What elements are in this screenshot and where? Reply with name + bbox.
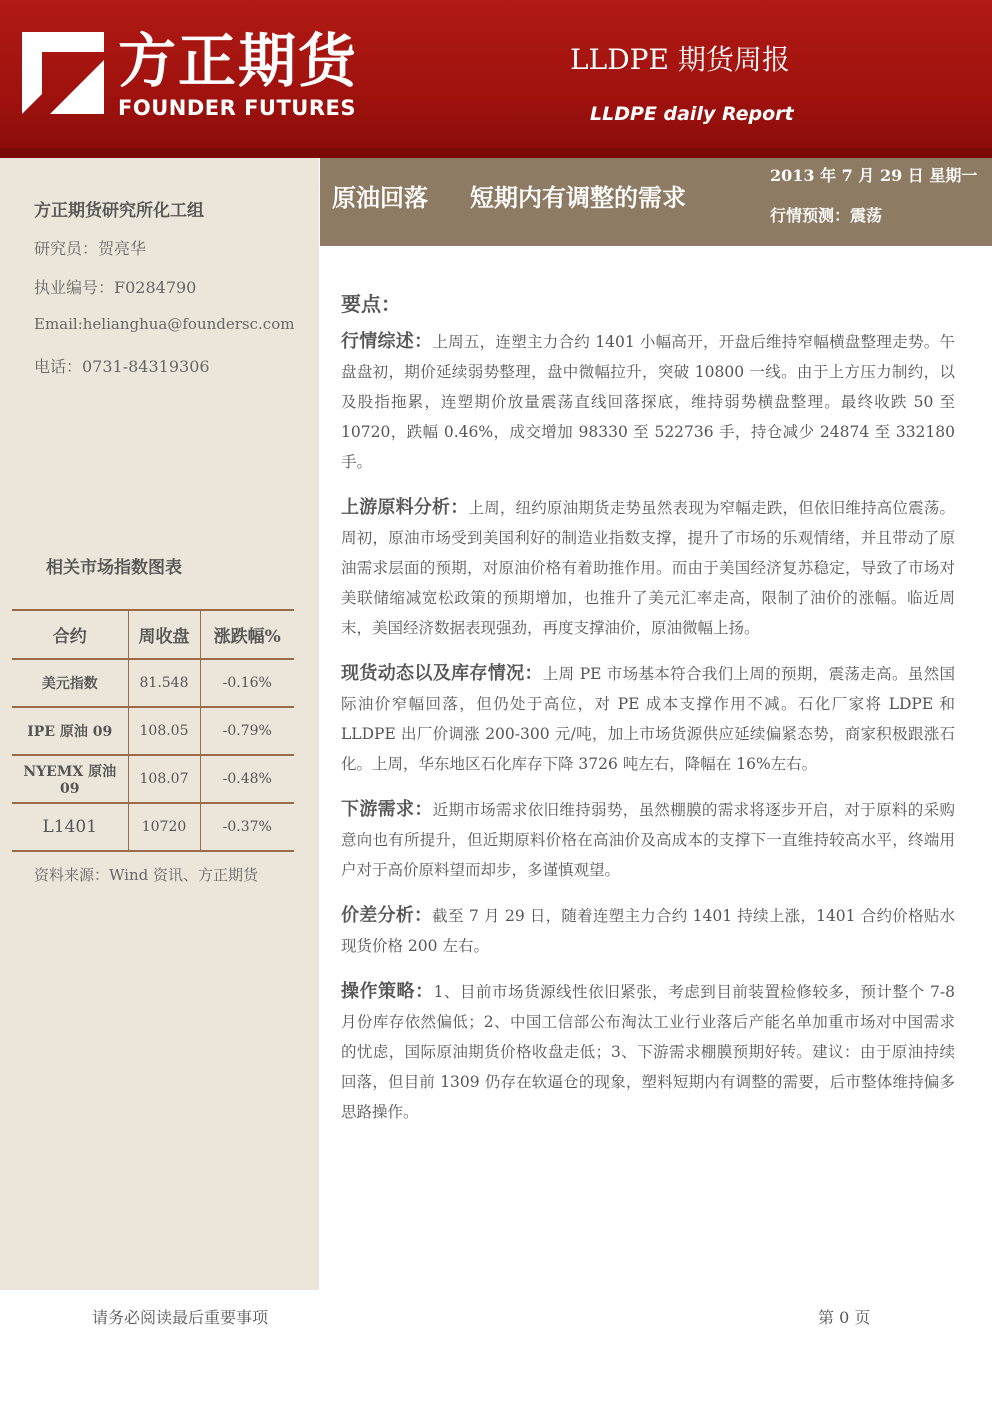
section-lead: 价差分析：	[341, 905, 433, 926]
table-cell: 108.07	[128, 755, 200, 803]
table-cell: 10720	[128, 803, 200, 851]
email-address: Email:helianghua@foundersc.com	[34, 315, 295, 333]
research-group: 方正期货研究所化工组	[34, 201, 204, 221]
market-index-table	[12, 609, 294, 852]
table-cell: 美元指数	[12, 659, 128, 707]
section-lead: 行情综述：	[341, 331, 433, 352]
page-number: 第 0 页	[818, 1308, 871, 1327]
section-lead: 操作策略：	[341, 981, 434, 1002]
logo-english-name: FOUNDER FUTURES	[118, 96, 356, 120]
disclaimer-notice: 请务必阅读最后重要事项	[92, 1308, 269, 1327]
table-cell: NYEMX 原油 09	[12, 755, 128, 803]
logo-chinese-name: 方正期货	[118, 27, 359, 95]
section-lead: 下游需求：	[341, 799, 433, 820]
table-cell: -0.16%	[200, 659, 294, 707]
main-content	[341, 288, 955, 1143]
founder-logo-icon	[22, 32, 104, 114]
table-cell: -0.37%	[200, 803, 294, 851]
table-row	[12, 659, 294, 707]
table-cell: -0.48%	[200, 755, 294, 803]
license-number: 执业编号：F0284790	[34, 278, 197, 297]
headline-part-b: 短期内有调整的需求	[470, 183, 686, 212]
market-forecast: 行情预测：震荡	[770, 206, 883, 225]
table-row	[12, 707, 294, 755]
headline-part-a: 原油回落	[332, 183, 428, 212]
section-text: 近期市场需求依旧维持弱势，虽然棚膜的需求将逐步开启，对于原料的采购意向也有所提升，但近期原料价格在高油价及高成本的支撑下一直维持较高水平，终端用户对于高价原料望而却步，多谨慎观望。	[341, 801, 955, 879]
section-lead: 上游原料分析：	[341, 497, 469, 518]
section-text: 1、目前市场货源线性依旧紧张，考虑到目前装置检修较多，预计整个 7-8 月份库存依然偏低；2、中国工信部公布淘汰工业行业落后产能名单加重市场对中国需求的忧虑，国际原油期货价格收盘走低；3、下游需求棚膜预期好转。建议：由于原油持续回落，但目前 1309 仍存在软逼仓的现象，塑料短期内有调整的需要，后市整体维持偏多思路操作。	[341, 983, 955, 1121]
table-cell: -0.79%	[200, 707, 294, 755]
section-spread-analysis	[341, 901, 955, 961]
section-text: 上周五，连塑主力合约 1401 小幅高开，开盘后维持窄幅横盘整理走势。午盘盘初，期价延续弱势整理，盘中微幅拉升，突破 10800 一线。由于上方压力制约，以及股指拖累，连塑期价放量震荡直线回落探底，维持弱势横盘整理。最终收跌 50 至 10720，跌幅 0.46%，成交增加 98330 至 522736 手，持仓减少 24874 至 332180 手。	[341, 333, 956, 471]
market-index-title: 相关市场指数图表	[46, 558, 182, 578]
report-title: LLDPE 期货周报	[570, 43, 790, 76]
section-downstream-demand	[341, 795, 955, 885]
section-text: 上周，纽约原油期货走势虽然表现为窄幅走跌，但依旧维持高位震荡。周初，原油市场受到美国利好的制造业指数支撑，提升了市场的乐观情绪，并且带动了原油需求层面的预期，对原油价格有着助推作用。而由于美国经济复苏稳定，导致了市场对美联储缩减宽松政策的预期增加，也推升了美元汇率走高，限制了油价的涨幅。临近周末，美国经济数据表现强劲，再度支撑油价，原油微幅上扬。	[341, 499, 955, 637]
table-row	[12, 803, 294, 851]
phone-number: 电话：0731-84319306	[34, 357, 210, 376]
column-header: 涨跌幅%	[200, 610, 294, 659]
column-header: 周收盘	[128, 610, 200, 659]
table-header-row	[12, 610, 294, 659]
key-points-heading: 要点：	[341, 292, 401, 316]
researcher-name: 研究员：贺亮华	[34, 239, 147, 258]
table-cell: L1401	[12, 803, 128, 851]
table-cell: IPE 原油 09	[12, 707, 128, 755]
section-text: 上周 PE 市场基本符合我们上周的预期，震荡走高。虽然国际油价窄幅回落，但仍处于高位，对 PE 成本支撑作用不减。石化厂家将 LDPE 和 LLDPE 出厂价调涨 200-300 元/吨，加上市场货源供应延续偏紧态势，商家积极跟涨石化。上周，华东地区石化库存下降 3726 吨左右，降幅在 16%左右。	[341, 665, 956, 773]
header-divider	[0, 148, 992, 158]
section-upstream-analysis	[341, 493, 955, 643]
report-date: 2013 年 7 月 29 日 星期一	[770, 166, 978, 185]
table-cell: 81.548	[128, 659, 200, 707]
table-cell: 108.05	[128, 707, 200, 755]
table-row	[12, 755, 294, 803]
column-header: 合约	[12, 610, 128, 659]
data-source: 资料来源：Wind 资讯、方正期货	[34, 866, 258, 884]
section-spot-inventory	[341, 659, 955, 779]
section-strategy	[341, 977, 955, 1127]
section-market-review	[341, 327, 955, 477]
section-text: 截至 7 月 29 日，随着连塑主力合约 1401 持续上涨，1401 合约价格贴水现货价格 200 左右。	[341, 907, 956, 955]
report-subtitle: LLDPE daily Report	[590, 103, 794, 125]
section-lead: 现货动态以及库存情况：	[341, 663, 543, 684]
